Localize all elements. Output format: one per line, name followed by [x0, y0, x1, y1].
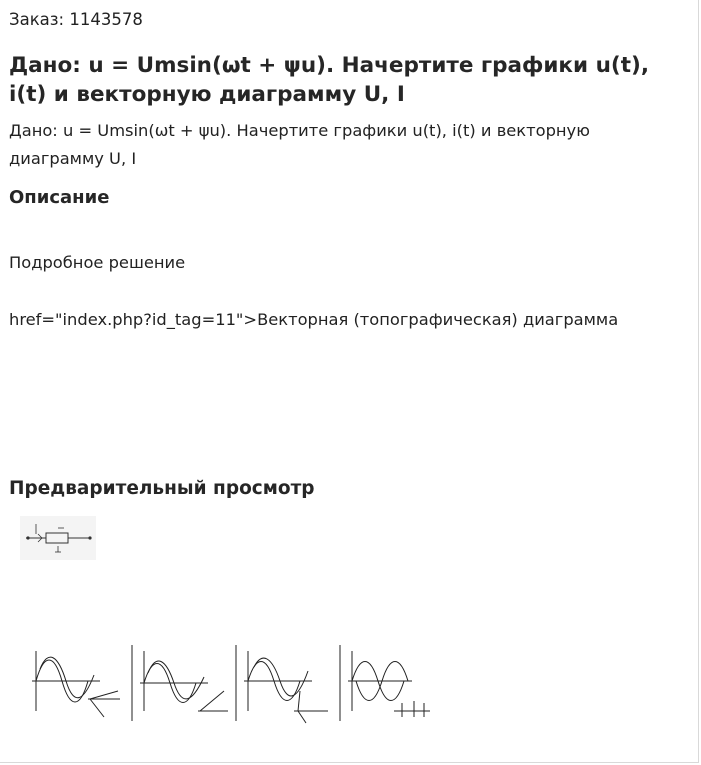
graphs-preview-image[interactable]: [28, 641, 438, 725]
page-title: Дано: u = Umsin(ωt + ψu). Начертите графики u(t), i(t) и векторную диаграмму U, I: [9, 53, 649, 107]
order-number: Заказ: 1143578: [9, 10, 143, 29]
problem-statement: Дано: u = Umsin(ωt + ψu). Начертите графики u(t), i(t) и векторную диаграмму U, I: [9, 121, 590, 168]
detailed-solution-text: Подробное решение: [9, 253, 186, 272]
description-heading: Описание: [9, 187, 110, 208]
tag-link[interactable]: href="index.php?id_tag=11">Векторная (топографическая) диаграмма: [9, 310, 619, 329]
preview-heading: Предварительный просмотр: [9, 478, 315, 499]
circuit-preview-image[interactable]: [20, 516, 96, 560]
